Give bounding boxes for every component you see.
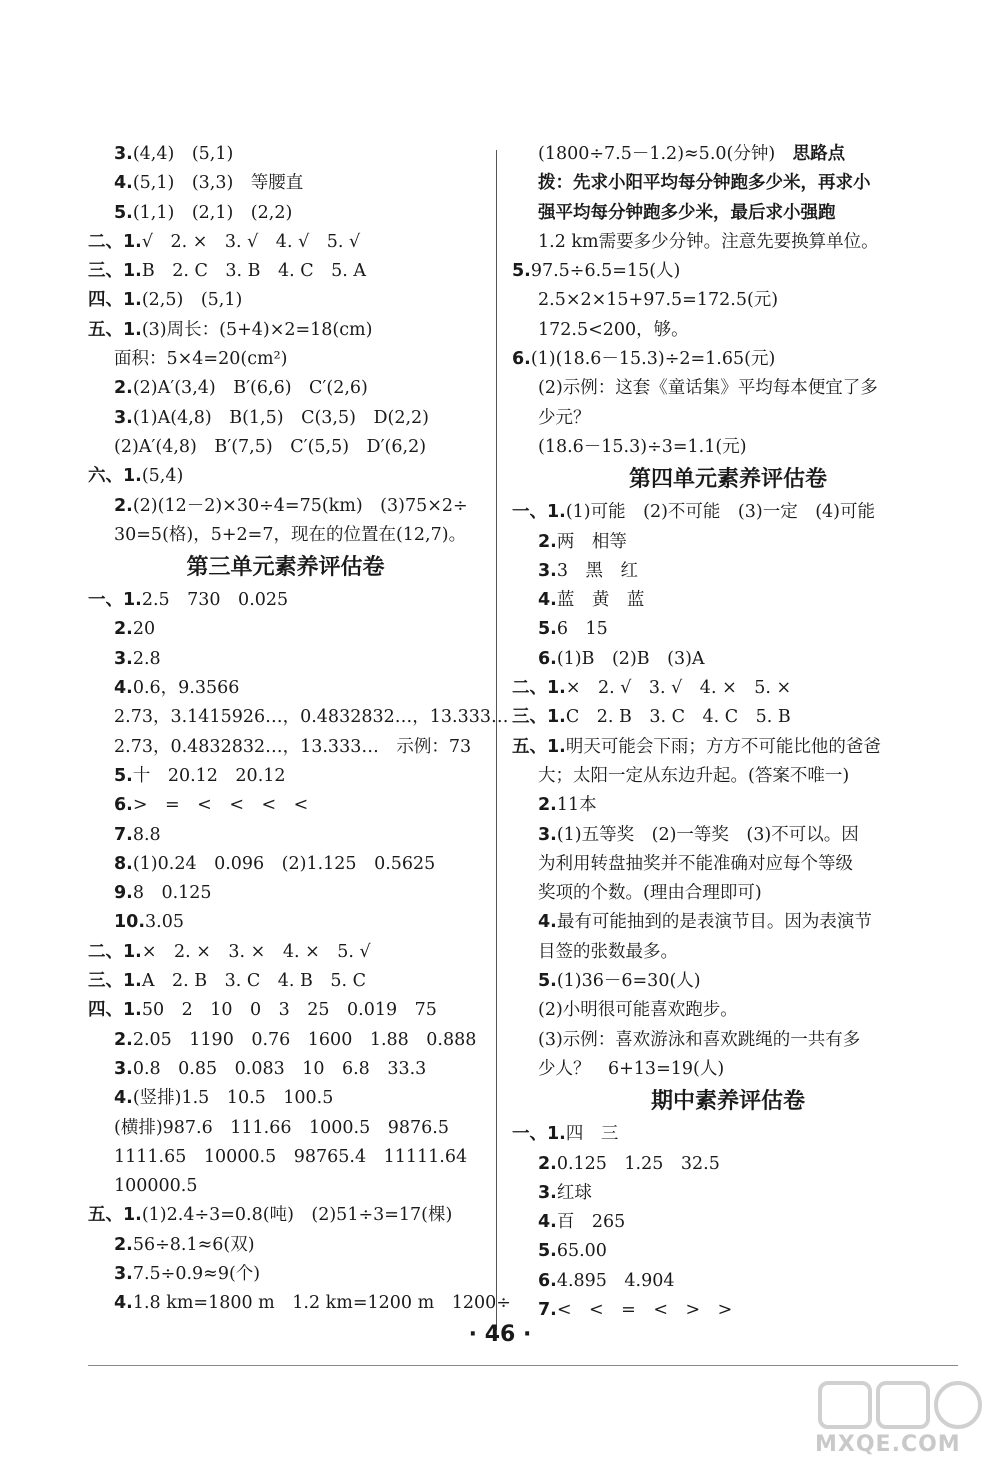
answer-text: 四 三: [565, 1124, 619, 1145]
question-number: 5.: [538, 971, 557, 992]
answer-text: (2)A′(4,8) B′(7,5) C′(5,5) D′(6,2): [114, 436, 427, 457]
answer-text: 奖项的个数。(理由合理即可): [538, 883, 762, 904]
question-number: 四、1.: [88, 290, 142, 311]
answer-line: [88, 908, 483, 937]
answer-text: 65.00: [556, 1241, 607, 1262]
question-number: 一、1.: [512, 502, 566, 523]
answer-text: (1)五等奖 (2)一等奖 (3)不可以。因: [556, 824, 859, 845]
answer-line: [512, 821, 944, 850]
answer-line: [88, 1289, 511, 1318]
answer-line: [88, 140, 483, 169]
answer-text: 100000.5: [114, 1176, 198, 1197]
answer-line: [512, 850, 944, 879]
answer-text: 两 相等: [556, 531, 627, 552]
answer-line: [88, 821, 483, 850]
answer-line: [88, 733, 483, 762]
answer-line: [512, 528, 944, 557]
hint-text: 思路点: [792, 144, 846, 164]
answer-line: [512, 645, 944, 674]
answer-text: 2.73，0.4832832…，13.333… 示例：73: [114, 736, 472, 757]
question-number: 8.: [114, 853, 133, 874]
question-number: 7.: [538, 1299, 557, 1320]
answer-line: [88, 169, 483, 198]
question-number: 四、1.: [88, 1000, 142, 1021]
answer-text: (2)示例：这套《童话集》平均每本便宜了多: [538, 378, 878, 399]
answer-line: [88, 1114, 483, 1143]
answer-line: [512, 1055, 944, 1084]
answer-text: (1)可能 (2)不可能 (3)一定 (4)可能: [565, 502, 875, 523]
question-number: 9.: [114, 883, 133, 904]
answer-text: 1.8 km=1800 m 1.2 km=1200 m 1200÷: [132, 1293, 511, 1314]
answer-text: 8.8: [132, 824, 161, 845]
answer-line: [88, 316, 483, 345]
answer-text: 目签的张数最多。: [538, 941, 678, 962]
answer-text: 0.125 1.25 32.5: [556, 1153, 720, 1174]
answer-line: [512, 938, 944, 967]
question-number: 6.: [114, 795, 133, 816]
question-number: 3.: [538, 1182, 557, 1203]
question-number: 3.: [114, 648, 133, 669]
answer-line: [88, 1055, 483, 1084]
section-heading: 第三单元素养评估卷: [186, 555, 385, 581]
answer-text: A 2. B 3. C 4. B 5. C: [141, 971, 367, 992]
answer-line: [88, 404, 483, 433]
answer-line: [512, 1208, 944, 1237]
answer-line: [512, 615, 944, 644]
answer-text: 8 0.125: [132, 883, 212, 904]
answer-line: [512, 557, 944, 586]
answer-line: [512, 1120, 944, 1149]
answer-text: 最有可能抽到的是表演节目。因为表演节: [556, 912, 872, 933]
question-number: 5.: [114, 202, 133, 223]
question-number: 6.: [538, 648, 557, 669]
answer-line: [88, 1201, 483, 1230]
question-number: 4.: [114, 1088, 133, 1109]
question-number: 2.: [114, 378, 133, 399]
answer-text: × 2. √ 3. √ 4. × 5. ×: [565, 678, 792, 699]
answer-text: 十 20.12 20.12: [132, 765, 286, 786]
question-number: 6.: [512, 349, 531, 370]
answer-text: 3.05: [145, 912, 184, 933]
answer-line: [88, 286, 483, 315]
question-number: 3.: [114, 1263, 133, 1284]
answer-text: 4.895 4.904: [556, 1270, 675, 1291]
answer-line: [512, 1026, 944, 1055]
question-number: 10.: [114, 912, 146, 933]
answer-text: 百 265: [556, 1212, 626, 1233]
answer-text: < < = < > >: [556, 1299, 733, 1320]
answer-text: 1.2 km需要多少分钟。注意先要换算单位。: [538, 231, 879, 252]
answer-text: (3)示例：喜欢游泳和喜欢跳绳的一共有多: [538, 1029, 861, 1050]
answer-text: > = < < < <: [132, 795, 309, 816]
question-number: 5.: [114, 765, 133, 786]
question-number: 2.: [114, 1234, 133, 1255]
question-number: 3.: [114, 1058, 133, 1079]
question-number: 2.: [538, 531, 557, 552]
answer-line: [88, 938, 483, 967]
question-number: 4.: [538, 912, 557, 933]
answer-text: 0.6，9.3566: [132, 678, 240, 699]
answer-text: (竖排)1.5 10.5 100.5: [132, 1088, 334, 1109]
answer-text: 红球: [556, 1182, 592, 1203]
answer-line: [88, 586, 483, 615]
answer-line: [88, 433, 483, 462]
question-number: 2.: [538, 1153, 557, 1174]
answer-line: [512, 1237, 944, 1266]
answer-line: [512, 1179, 944, 1208]
question-number: 三、1.: [88, 971, 142, 992]
answer-line: [88, 228, 483, 257]
answer-line: [512, 199, 944, 228]
answer-line: [88, 199, 483, 228]
question-number: 一、1.: [88, 590, 142, 611]
answer-line: [512, 257, 944, 286]
answer-text: 3 黑 红: [556, 560, 638, 581]
page-number: · 46 ·: [468, 1322, 532, 1347]
answer-text: 2.5×2×15+97.5=172.5(元): [538, 290, 779, 311]
answer-text: (1)36－6=30(人): [556, 971, 701, 992]
answer-text: (18.6－15.3)÷3=1.1(元): [538, 436, 747, 457]
answer-text: (2)A′(3,4) B′(6,6) C′(2,6): [132, 378, 368, 399]
question-number: 7.: [114, 824, 133, 845]
question-number: 6.: [538, 1270, 557, 1291]
answer-line: [512, 879, 944, 908]
answer-text: 30=5(格)，5+2=7，现在的位置在(12,7)。: [114, 524, 467, 545]
answer-line: [88, 257, 483, 286]
answer-text: (5,4): [141, 466, 184, 487]
question-number: 4.: [114, 1293, 133, 1314]
answer-text: 为利用转盘抽奖并不能准确对应每个等级: [538, 853, 853, 874]
answer-line: [512, 674, 944, 703]
footer-rule: [88, 1365, 958, 1366]
question-number: 二、1.: [88, 941, 142, 962]
answer-line: [88, 762, 483, 791]
question-number: 二、1.: [88, 231, 142, 252]
answer-line: [512, 1267, 944, 1296]
question-number: 5.: [538, 619, 557, 640]
answer-text: × 2. × 3. × 4. × 5. √: [141, 941, 371, 962]
answer-text: (横排)987.6 111.66 1000.5 9876.5: [114, 1117, 449, 1138]
answer-line: [512, 762, 944, 791]
question-number: 4.: [114, 173, 133, 194]
answer-line: [88, 1026, 483, 1055]
question-number: 2.: [114, 495, 133, 516]
answer-text: 蓝 黄 蓝: [556, 590, 645, 611]
answer-line: [88, 1231, 483, 1260]
answer-text: (3)周长：(5+4)×2=18(cm): [141, 319, 373, 340]
answer-text: (1)2.4÷3=0.8(吨) (2)51÷3=17(棵): [141, 1205, 453, 1226]
question-number: 2.: [114, 1029, 133, 1050]
watermark-text: MXQE.COM: [815, 1432, 961, 1457]
answer-text: (1,1) (2,1) (2,2): [132, 202, 293, 223]
answer-line: [512, 404, 944, 433]
answer-text: 6 15: [556, 619, 608, 640]
answer-text: 2.05 1190 0.76 1600 1.88 0.888: [132, 1029, 477, 1050]
answer-text: (2)(12－2)×30÷4=75(km) (3)75×2÷: [132, 495, 468, 516]
question-number: 3.: [114, 407, 133, 428]
question-number: 二、1.: [512, 678, 566, 699]
answer-text: (4,4) (5,1): [132, 144, 234, 164]
section-heading: 第四单元素养评估卷: [628, 467, 827, 493]
answer-text: (1)(18.6－15.3)÷2=1.65(元): [530, 349, 776, 370]
answer-line: [88, 967, 483, 996]
answer-text: 97.5÷6.5=15(人): [530, 261, 681, 282]
answer-text: 0.8 0.85 0.083 10 6.8 33.3: [132, 1058, 427, 1079]
answer-line: [88, 645, 483, 674]
answer-text: 2.73，3.1415926…，0.4832832…，13.333…: [114, 707, 509, 728]
answer-text: 面积：5×4=20(cm²): [114, 349, 288, 370]
answer-text: (5,1) (3,3) 等腰直: [132, 173, 304, 194]
answer-text: 172.5<200，够。: [538, 319, 689, 340]
answer-line: [512, 286, 944, 315]
question-number: 2.: [538, 795, 557, 816]
answer-line: [88, 1084, 483, 1113]
answer-line: [88, 1172, 483, 1201]
answer-text: 大；太阳一定从东边升起。(答案不唯一): [538, 765, 850, 786]
answer-text: (1800÷7.5－1.2)≈5.0(分钟): [538, 144, 793, 164]
question-number: 2.: [114, 619, 133, 640]
answer-text: (2)小明很可能喜欢跑步。: [538, 1000, 738, 1021]
question-number: 一、1.: [512, 1124, 566, 1145]
answer-text: 少元？: [538, 407, 591, 428]
right-column: [512, 140, 944, 1325]
answer-line: [512, 733, 944, 762]
answer-line: [512, 1296, 944, 1325]
answer-text: (1)A(4,8) B(1,5) C(3,5) D(2,2): [132, 407, 429, 428]
question-number: 六、1.: [88, 466, 142, 487]
answer-text: 50 2 10 0 3 25 0.019 75: [141, 1000, 437, 1021]
answer-text: 2.5 730 0.025: [141, 590, 289, 611]
hint-text: 拨：先求小阳平均每分钟跑多少米，再求小: [538, 173, 871, 194]
answer-line: [88, 1143, 483, 1172]
answer-line: [88, 850, 483, 879]
question-number: 三、1.: [88, 261, 142, 282]
answer-line: [88, 703, 509, 732]
answer-line: [512, 586, 944, 615]
question-number: 3.: [114, 144, 133, 164]
answer-text: 1111.65 10000.5 98765.4 11111.64: [114, 1146, 468, 1167]
answer-line: [88, 615, 483, 644]
answer-text: 7.5÷0.9≈9(个): [132, 1263, 261, 1284]
answer-line: [88, 879, 483, 908]
answer-text: 11本: [556, 795, 597, 816]
answer-line: [512, 703, 944, 732]
answer-text: √ 2. × 3. √ 4. √ 5. √: [141, 231, 361, 252]
question-number: 五、1.: [512, 736, 566, 757]
answer-text: B 2. C 3. B 4. C 5. A: [141, 261, 367, 282]
answer-line: [512, 1150, 944, 1179]
question-number: 5.: [538, 1241, 557, 1262]
question-number: 3.: [538, 824, 557, 845]
question-number: 5.: [512, 261, 531, 282]
left-column: [88, 140, 511, 1319]
answer-line: [512, 996, 944, 1025]
answer-line: [512, 374, 944, 403]
answer-line: [512, 908, 944, 937]
answer-line: [512, 791, 944, 820]
answer-text: C 2. B 3. C 4. C 5. B: [565, 707, 791, 728]
answer-line: [512, 169, 944, 198]
question-number: 三、1.: [512, 707, 566, 728]
answer-line: [88, 674, 483, 703]
answer-line: [512, 498, 944, 527]
answer-line: [88, 996, 483, 1025]
answer-line: [88, 374, 483, 403]
answer-text: 少人？ 6+13=19(人): [538, 1058, 725, 1079]
answer-line: [512, 140, 944, 169]
answer-line: [512, 228, 944, 257]
answer-text: 2.8: [132, 648, 161, 669]
question-number: 4.: [114, 678, 133, 699]
question-number: 3.: [538, 560, 557, 581]
question-number: 4.: [538, 1212, 557, 1233]
answer-line: [512, 316, 944, 345]
answer-line: [88, 462, 483, 491]
answer-line: [512, 967, 944, 996]
question-number: 五、1.: [88, 1205, 142, 1226]
answer-line: [88, 791, 483, 820]
section-heading: 期中素养评估卷: [650, 1089, 805, 1115]
answer-text: (2,5) (5,1): [141, 290, 243, 311]
hint-text: 强平均每分钟跑多少米，最后求小强跑: [538, 202, 836, 223]
question-number: 4.: [538, 590, 557, 611]
answer-line: [88, 1260, 483, 1289]
question-number: 五、1.: [88, 319, 142, 340]
answer-text: 明天可能会下雨；方方不可能比他的爸爸: [565, 736, 881, 757]
answer-text: 20: [132, 619, 156, 640]
answer-line: [512, 345, 944, 374]
answer-line: [88, 521, 483, 550]
answer-line: [512, 433, 944, 462]
answer-text: 56÷8.1≈6(双): [132, 1234, 255, 1255]
answer-text: (1)0.24 0.096 (2)1.125 0.5625: [132, 853, 436, 874]
answer-line: [88, 345, 483, 374]
answer-line: [88, 492, 483, 521]
column-divider: [496, 150, 497, 1330]
answer-text: (1)B (2)B (3)A: [556, 648, 705, 669]
